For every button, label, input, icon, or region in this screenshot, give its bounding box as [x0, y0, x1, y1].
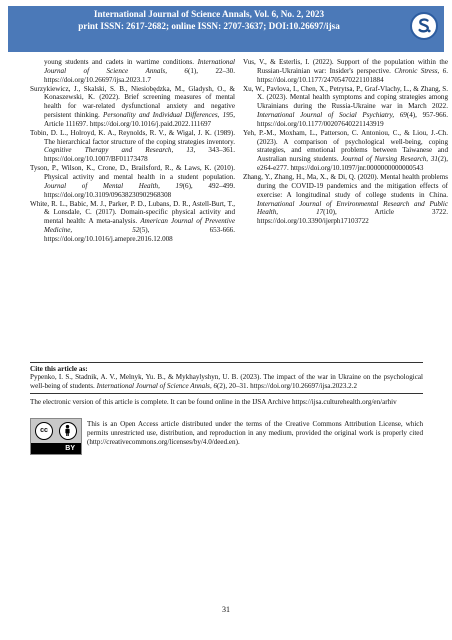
attribution-person-icon — [59, 422, 77, 440]
citation-text: Pypenko, I. S., Stadnik, A. V., Melnyk, Yu. B., & Mykhaylyshyn, U. B. (2023). The impact of the war in Ukraine on the psychological well-being of students. International Journal of Science Annals, 6(2), 20–31. https://doi.org/10.26697/ijsa.2023.2.2 — [30, 373, 423, 390]
cite-heading: Cite this article as: — [30, 365, 88, 373]
references-right-column — [243, 58, 448, 226]
reference-entry: Tyson, P., Wilson, K., Crone, D., Brailsford, R., & Laws, K. (2010). Physical activity and mental health in a student population. Journal of Mental Health, 19(6), 492–499. https://doi.org/10.3109/09638230902968308 — [30, 164, 236, 199]
reference-entry: Vus, V., & Esterlis, I. (2022). Support of the population within the Russian-Ukrainian war: Insider's perspective. Chronic Stress, 6. https://doi.org/10.1177/24705470221101884 — [243, 58, 449, 84]
reference-entry: Tobin, D. L., Holroyd, K. A., Reynolds, R. V., & Wigal, J. K. (1989). The hierarchical factor structure of the coping strategies inventory. Cognitive Therapy and Research, 13, 343–361. https://doi.org/10.1007/BF01173478 — [30, 128, 235, 164]
cite-article-section — [30, 362, 423, 394]
by-label: BY — [31, 443, 81, 454]
journal-logo-icon — [410, 12, 438, 40]
journal-issn-line: print ISSN: 2617-2682; online ISSN: 2707-3637; DOI:10.26697/ijsa — [78, 21, 340, 31]
cc-by-icon[interactable] — [30, 418, 82, 455]
reference-entry: White, R. L., Babic, M. J., Parker, P. D., Lubans, D. R., Astell-Burt, T., & Lonsdale, C. (2017). Domain-specific physical activity and mental health: A meta-analysis. American Journal of Preventive Medicine, 52(5), 653-666. https://doi.org/10.1016/j.amepre.2016.12.008 — [30, 199, 235, 243]
section-divider — [30, 393, 423, 394]
cc-circle-icon: cc — [35, 422, 53, 440]
reference-entry: Zhang, Y., Zhang, H., Ma, X., & Di, Q. (2020). Mental health problems during the COVID-19 pandemics and the mitigation effects of exercise: A longitudinal study of college students in China. International Journal of Environmental Research and Public Health, 17(10), Article 3722. https://doi.org/10.3390/ijerph17103722 — [243, 172, 449, 226]
license-text: This is an Open Access article distributed under the terms of the Creative Commons Attribution License, which permits unrestricted use, distribution, and reproduction in any medium, provided the original work is properly cited (http://creativecommons.org/licenses/by/4.0/deed.en). — [87, 420, 423, 446]
journal-header-banner — [8, 6, 444, 52]
reference-entry: Yeh, P.-M., Moxham, L., Patterson, C. Antoniou, C., & Liou, J.-Ch. (2023). A comparison of psychological well-being, coping strategies, and emotional problems between Taiwanese and Australian nursing students. Journal of Nursing Research, 31(2), e264-e277. https://doi.org/10.1097/jnr.0000000000000543 — [243, 128, 448, 173]
journal-title-line: International Journal of Science Annals, Vol. 6, No. 2, 2023 — [93, 9, 325, 19]
reference-entry: young students and cadets in wartime conditions. International Journal of Science Annals, 6(1), 22–30. https://doi.org/10.26697/ijsa.2023.1.7 — [44, 58, 235, 84]
section-divider — [30, 362, 423, 363]
license-block — [30, 418, 423, 458]
references-left-column — [30, 58, 235, 244]
electronic-version-note: The electronic version of this article is complete. It can be found online in the IJSA Archive https://ijsa.culturehealth.org/en/arhiv — [30, 398, 397, 406]
reference-entry: Xu, W., Pavlova, I., Chen, X., Petrytsa, P., Graf-Vlachy, L., & Zhang, S. X. (2023). Mental health symptoms and coping strategies among Ukrainians during the Russia-Ukraine war in March 2022. International Journal of Social Psychiatry, 69(4), 957-966. https://doi.org/10.1177/00207640221143919 — [243, 84, 448, 128]
page-number: 31 — [222, 605, 230, 614]
reference-entry: Surzykiewicz, J., Skalski, S. B., Niesiobędzka, M., Gladysh, O., & Konaszewski, K. (2022). Brief screening measures of mental health for war-related dysfunctional anxiety and negative persistent thinking. Personality and Individual Differences, 195, Article 111697. https://doi.org/10.1016/j.paid.2022.111697 — [30, 84, 235, 128]
